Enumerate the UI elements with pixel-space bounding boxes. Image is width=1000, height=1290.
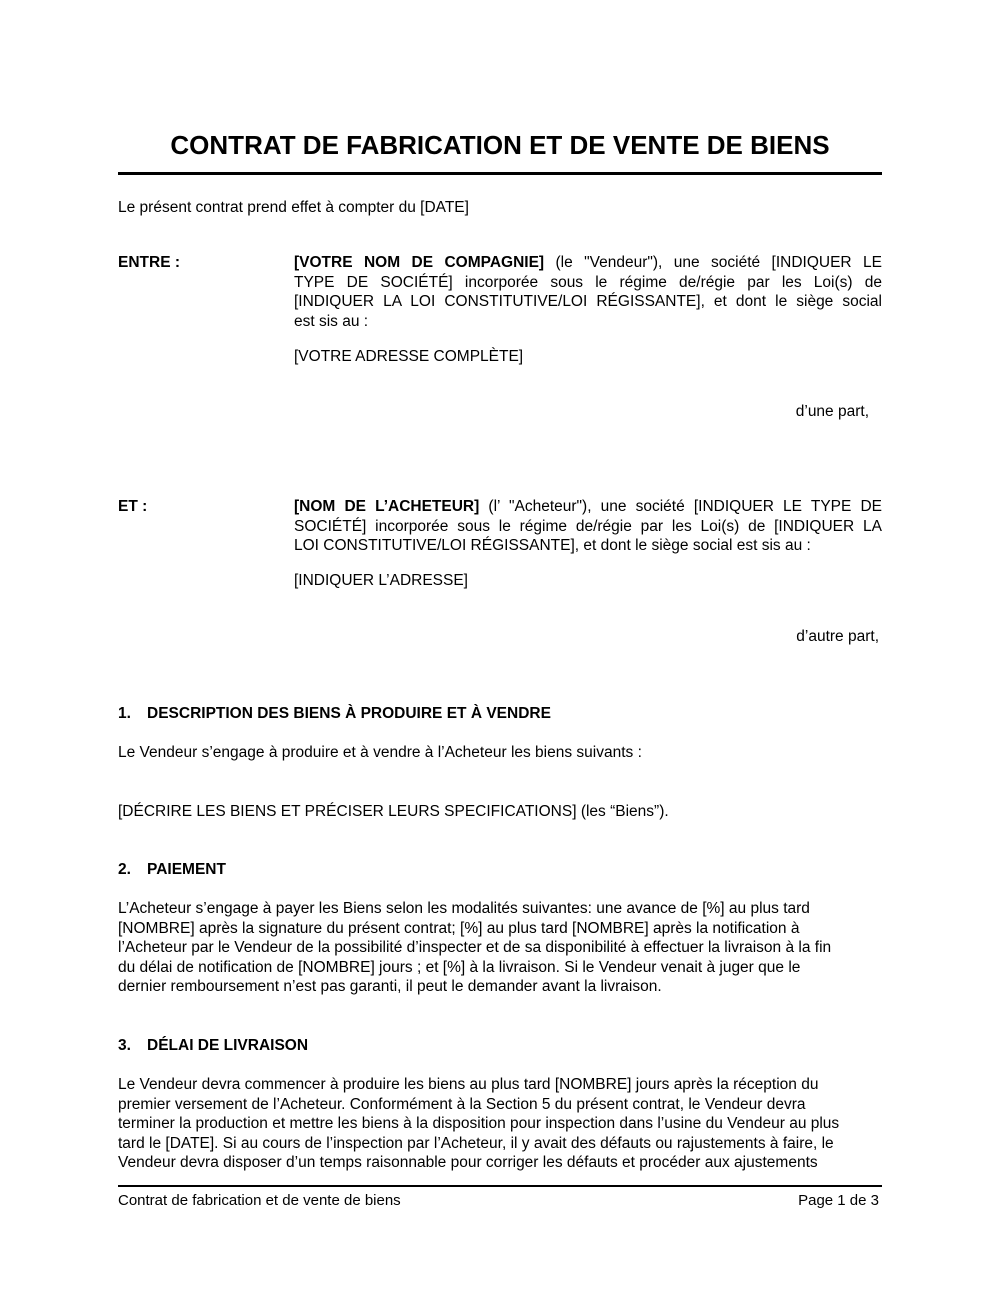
buyer-address: [INDIQUER L’ADRESSE] — [294, 572, 468, 589]
buyer-label: ET : — [118, 498, 148, 515]
document-title: CONTRAT DE FABRICATION ET DE VENTE DE BIENS — [170, 130, 830, 160]
section-number: 3. — [118, 1037, 131, 1054]
footer-title: Contrat de fabrication et de vente de biens — [118, 1192, 401, 1209]
section-2-paragraph — [118, 899, 882, 997]
buyer-line-1 — [294, 497, 882, 517]
effective-date: Le présent contrat prend effet à compter du [DATE] — [118, 199, 469, 216]
seller-name: [VOTRE NOM DE COMPAGNIE] — [294, 254, 545, 271]
buyer-line-3: LOI CONSTITUTIVE/LOI RÉGISSANTE], et dont le siège social est sis au : — [294, 537, 811, 555]
seller-text: (le "Vendeur"), une société [INDIQUER LE — [544, 254, 882, 271]
section-number: 2. — [118, 861, 131, 878]
paragraph-line: L’Acheteur s’engage à payer les Biens selon les modalités suivantes: une avance de [%] au plus tard — [118, 900, 810, 917]
seller-closing: d’une part, — [795, 403, 869, 420]
seller-line-3: [INDIQUER LA LOI CONSTITUTIVE/LOI RÉGISSANTE], et dont le siège social — [294, 293, 882, 311]
section-title: DESCRIPTION DES BIENS À PRODUIRE ET À VENDRE — [147, 705, 551, 722]
buyer-name: [NOM DE L’ACHETEUR] — [294, 498, 480, 515]
buyer-closing: d’autre part, — [796, 628, 879, 645]
paragraph-line: Vendeur devra disposer d’un temps raisonnable pour corriger les défauts et procéder aux ajustements — [118, 1154, 818, 1172]
section-3-paragraph — [118, 1075, 882, 1173]
section-3-heading — [118, 1036, 308, 1056]
seller-block — [294, 253, 882, 331]
paragraph-line: [NOMBRE] après la signature du présent contrat; [%] au plus tard [NOMBRE] après la notification à — [118, 919, 800, 937]
seller-line-2: TYPE DE SOCIÉTÉ] incorporée sous le régime de/régie par les Loi(s) de — [294, 273, 882, 291]
footer-divider — [118, 1185, 882, 1187]
title-divider — [118, 172, 882, 175]
section-1-heading — [118, 704, 551, 724]
buyer-text: (l’ "Acheteur"), une société [INDIQUER LE TYPE DE — [479, 498, 882, 515]
paragraph-line: dernier remboursement n’est pas garanti, il peut le demander avant la livraison. — [118, 978, 662, 996]
buyer-block — [294, 497, 882, 556]
paragraph-line: terminer la production et mettre les biens à la disposition pour inspection dans l’usine du Vendeur au plus — [118, 1115, 840, 1133]
section-2-heading — [118, 860, 226, 880]
seller-line-1 — [294, 253, 882, 273]
paragraph-line: Le Vendeur devra commencer à produire les biens au plus tard [NOMBRE] jours après la réception du — [118, 1076, 819, 1093]
section-1-intro: Le Vendeur s’engage à produire et à vendre à l’Acheteur les biens suivants : — [118, 744, 642, 761]
section-1-detail: [DÉCRIRE LES BIENS ET PRÉCISER LEURS SPECIFICATIONS] (les “Biens”). — [118, 803, 669, 820]
buyer-line-2: SOCIÉTÉ] incorporée sous le régime de/régie par les Loi(s) de [INDIQUER LA — [294, 517, 882, 535]
section-title: PAIEMENT — [147, 861, 226, 878]
section-title: DÉLAI DE LIVRAISON — [147, 1037, 309, 1054]
seller-address: [VOTRE ADRESSE COMPLÈTE] — [294, 348, 524, 365]
page-number: Page 1 de 3 — [798, 1192, 879, 1209]
paragraph-line: l’Acheteur par le Vendeur de la possibilité d’inspecter et de sa disponibilité à effectuer la livraison à la fin — [118, 939, 832, 957]
paragraph-line: tard le [DATE]. Si au cours de l’inspection par l’Acheteur, il y avait des défauts ou rajustements à faire, le — [118, 1134, 834, 1152]
paragraph-line: du délai de notification de [NOMBRE] jours ; et [%] à la livraison. Si le Vendeur venait à juger que le — [118, 958, 801, 976]
seller-line-4: est sis au : — [294, 312, 369, 330]
section-number: 1. — [118, 705, 131, 722]
seller-label: ENTRE : — [118, 254, 180, 271]
paragraph-line: premier versement de l’Acheteur. Conformément à la Section 5 du présent contrat, le Vendeur devra — [118, 1095, 806, 1113]
